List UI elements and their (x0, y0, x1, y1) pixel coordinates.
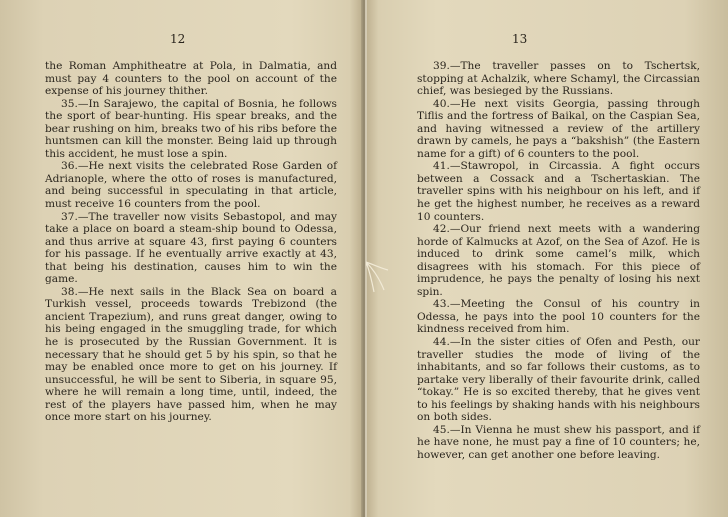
paragraph: 42.—Our friend next meets with a wandering horde of Kalmucks at Azof, on the Sea of Azof. He is induced to drink some camel’s milk, which disagrees with his stomach. For this piece of imprudence, he pays the penalty of losing his next spin. (417, 223, 700, 298)
paragraph: 39.—The traveller passes on to Tschertsk, stopping at Achalzik, where Schamyl, the Circassian chief, was besieged by the Russians. (417, 60, 700, 98)
paragraph: 36.—He next visits the celebrated Rose Garden of Adrianople, where the otto of roses is manufactured, and being successful in speculating in that article, must receive 16 counters from the pool. (45, 160, 337, 211)
paragraph: 43.—Meeting the Consul of his country in Odessa, he pays into the pool 10 counters for the kindness received from him. (417, 298, 700, 336)
right-page-text (417, 60, 700, 462)
paragraph: 44.—In the sister cities of Ofen and Pesth, our traveller studies the mode of living of the inhabitants, and so far follows their customs, as to partake very liberally of their favourite drink, called “tokay.” He is so excited thereby, that he gives vent to his feelings by shaking hands with his neighbours on both sides. (417, 336, 700, 424)
paragraph: 40.—He next visits Georgia, passing through Tiflis and the fortress of Baikal, on the Caspian Sea, and having witnessed a review of the artillery drawn by camels, he pays a “bakshish” (the Eastern name for a gift) of 6 counters to the pool. (417, 97, 700, 160)
page-number-right: 13 (512, 32, 528, 46)
right-page (364, 0, 728, 517)
paragraph: 37.—The traveller now visits Sebastopol, and may take a place on board a steam-ship bound to Odessa, and thus arrive at square 43, first paying 6 counters for his passage. If he eventually arrive exactly at 43, that being his destination, causes him to win the game. (45, 210, 337, 286)
page-number-left: 12 (170, 32, 186, 46)
paragraph: the Roman Amphitheatre at Pola, in Dalmatia, and must pay 4 counters to the pool on account of the expense of his journey thither. (45, 60, 337, 98)
left-page-text (45, 60, 337, 424)
paragraph: 41.—Stawropol, in Circassia. A fight occurs between a Cossack and a Tschertaskian. The traveller spins with his neighbour on his left, and if he get the highest number, he receives as a reward 10 counters. (417, 160, 700, 223)
paragraph: 45.—In Vienna he must shew his passport, and if he have none, he must pay a fine of 10 counters; he, however, can get another one before leaving. (417, 423, 700, 461)
paragraph: 38.—He next sails in the Black Sea on board a Turkish vessel, proceeds towards Trebizond (the ancient Trapezium), and runs great danger, owing to his being engaged in the smuggling trade, for which he is prosecuted by the Russian Government. It is necessary that he should get 5 by his spin, so that he may be enabled once more to get on his journey. If unsuccessful, he will be sent to Siberia, in square 95, where he will remain a long time, until, indeed, the rest of the players have passed him, when he may once more start on his journey. (45, 285, 337, 424)
paragraph: 35.—In Sarajewo, the capital of Bosnia, he follows the sport of bear-hunting. His spear breaks, and the bear rushing on him, breaks two of his ribs before the huntsmen can kill the monster. Being laid up through this accident, he must lose a spin. (45, 97, 337, 160)
